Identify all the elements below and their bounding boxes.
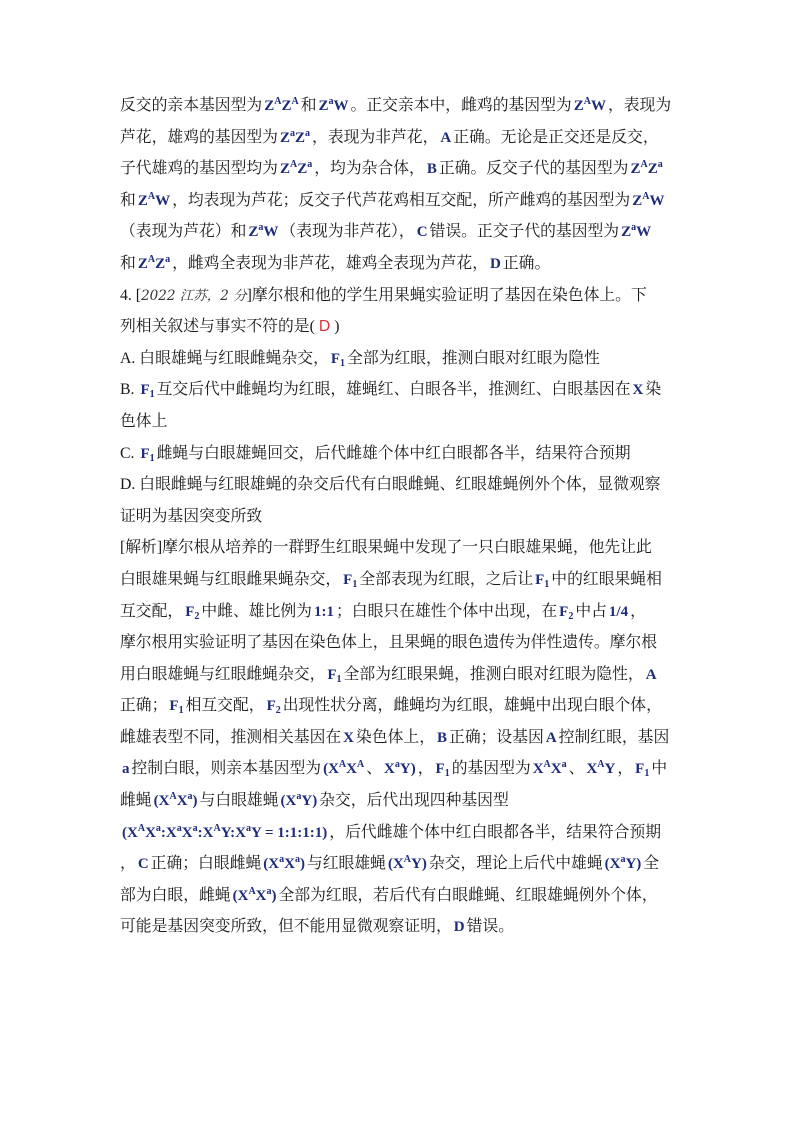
formula-text: W xyxy=(649,192,665,209)
formula xyxy=(122,822,328,841)
formula xyxy=(331,351,345,367)
formula-sup: a xyxy=(266,885,272,897)
formula-base: X xyxy=(532,761,544,778)
formula xyxy=(263,856,305,872)
formula-text: W xyxy=(636,224,652,241)
text-run: 全部为红眼，若后代有白眼雌蝇、红眼雄蝇例外个体， xyxy=(278,886,658,904)
formula-text: Y) xyxy=(625,856,642,873)
formula xyxy=(388,856,427,872)
formula-base: F xyxy=(559,603,569,620)
formula-sup: a xyxy=(290,127,295,139)
text-line xyxy=(120,659,720,691)
formula-sup: a xyxy=(176,822,182,834)
formula xyxy=(248,224,278,240)
text-line xyxy=(120,785,720,817)
formula xyxy=(140,382,155,401)
formula-sup: a xyxy=(307,159,313,171)
formula-sup: A xyxy=(169,791,177,803)
formula-sub: 2 xyxy=(275,705,281,717)
formula-sup: A xyxy=(213,822,221,834)
formula xyxy=(646,667,657,683)
formula-text: Y) xyxy=(301,793,318,810)
formula-sup: A xyxy=(291,96,299,107)
formula-text: X xyxy=(632,382,644,399)
formula xyxy=(323,761,364,777)
formula-base: X xyxy=(127,824,138,841)
formula-base: X xyxy=(586,761,598,778)
text-run: 和 xyxy=(120,254,136,272)
formula xyxy=(384,761,416,777)
formula-text: B xyxy=(437,729,448,746)
text-run: ， xyxy=(617,760,634,778)
formula-base: Z xyxy=(155,255,166,272)
formula-text: A xyxy=(545,729,557,746)
text-run: ， xyxy=(630,602,646,620)
formula-sup: A xyxy=(147,190,156,202)
text-run: （表现为非芦花）， xyxy=(280,223,415,241)
text-run: 正确。反交子代的基因型为 xyxy=(438,160,629,178)
text-run: 部为白眼，雌蝇 xyxy=(120,886,231,904)
formula-sup: A xyxy=(642,190,650,202)
text-run: 染 xyxy=(645,381,662,399)
formula xyxy=(122,761,130,777)
text-run: 正确；设基因 xyxy=(449,728,544,746)
formula xyxy=(533,761,567,777)
text-run: D. 白眼雌蝇与红眼雄蝇的杂交后代有白眼雌蝇、红眼雄蝇例外个体，显微观察 xyxy=(120,476,661,494)
text-run: ，后代雌雄个体中红白眼都各半，结果符合预期 xyxy=(329,823,662,841)
text-run: 中 xyxy=(651,760,668,778)
formula xyxy=(609,604,628,620)
formula-text: ( xyxy=(232,887,238,904)
text-line xyxy=(120,122,720,154)
formula-sub: 1 xyxy=(340,357,346,369)
text-run: 、 xyxy=(568,760,585,778)
formula-base: Z xyxy=(573,98,584,114)
text-run: 可能是基因突变所致，但不能用显微观察证明， xyxy=(120,918,452,936)
formula-sub: 2 xyxy=(568,610,574,622)
formula xyxy=(280,161,312,177)
text-run: 全部为红眼果蝇，推测白眼对红眼为隐性， xyxy=(343,665,644,683)
text-run: ，雌鸡全表现为非芦花，雄鸡全表现为芦花， xyxy=(172,254,489,272)
formula-sup: a xyxy=(394,759,400,771)
formula-text: ( xyxy=(280,793,286,810)
text-run: C. xyxy=(120,444,139,462)
text-run: 雌蝇 xyxy=(120,792,152,810)
formula-sub: 1 xyxy=(644,768,650,780)
text-run: 错误。 xyxy=(466,918,514,936)
text-line xyxy=(120,248,720,280)
formula-base: X xyxy=(392,856,404,873)
formula-base: X xyxy=(268,856,280,873)
text-line xyxy=(120,596,720,628)
formula-text: W xyxy=(263,224,279,241)
text-line xyxy=(120,469,720,501)
option-d xyxy=(120,469,720,532)
text-run: ， xyxy=(417,760,434,778)
formula xyxy=(169,698,184,717)
formula-base: X xyxy=(237,887,249,904)
formula-base: Z xyxy=(279,161,290,178)
formula-sup: a xyxy=(631,222,637,234)
formula-text: ( xyxy=(323,761,329,778)
formula xyxy=(632,190,665,209)
text-line xyxy=(120,880,720,912)
text-run: （表现为芦花）和 xyxy=(120,223,247,241)
formula-text: Y = 1:1:1:1) xyxy=(250,824,328,841)
formula-text: : xyxy=(197,824,203,841)
formula-base: F xyxy=(535,571,545,588)
formula-base: X xyxy=(346,761,357,778)
formula xyxy=(586,761,615,777)
formula-text: Y) xyxy=(411,856,427,873)
text-run: ，均表现为芦花；反交子代芦花鸡相互交配，所产雌鸡的基因型为 xyxy=(172,191,631,209)
formula-sup: a xyxy=(192,822,198,834)
formula xyxy=(621,224,651,240)
text-line xyxy=(120,185,720,217)
formula-sup: A xyxy=(248,885,256,897)
formula-base: Z xyxy=(295,129,306,146)
text-run: 子代雄鸡的基因型均为 xyxy=(120,160,278,178)
option-a xyxy=(120,343,720,375)
formula-base: F xyxy=(140,445,150,462)
formula xyxy=(437,730,447,746)
formula-sup: a xyxy=(258,222,264,234)
formula-sup: a xyxy=(294,854,300,866)
text-run: 全部表现为红眼，之后让 xyxy=(359,570,534,588)
text-line xyxy=(120,564,720,596)
text-line xyxy=(120,153,720,185)
text-line xyxy=(120,280,720,312)
text-run: 4. [ xyxy=(120,286,142,304)
formula-sup: a xyxy=(187,791,193,803)
formula-sup: a xyxy=(245,822,251,834)
text-run: 反交的亲本基因型为 xyxy=(120,97,263,114)
formula-text: A xyxy=(645,666,657,683)
text-run: ]摩尔根和他的学生用果蝇实验证明了基因在染色体上。下 xyxy=(246,286,647,304)
text-run: 染色体上， xyxy=(356,728,436,746)
formula-base: X xyxy=(176,793,188,810)
question-4 xyxy=(120,280,720,533)
formula-base: F xyxy=(343,571,353,588)
formula-text: W xyxy=(333,98,349,114)
text-run: 证明为基因突变所致 xyxy=(120,507,263,525)
text-run: 控制白眼，则亲本基因型为 xyxy=(131,760,322,778)
formula-base: F xyxy=(266,698,276,715)
text-line xyxy=(120,374,720,406)
formula-base: X xyxy=(235,824,246,841)
text-run: ) xyxy=(334,318,340,336)
formula-base: X xyxy=(550,761,562,778)
formula xyxy=(427,161,437,177)
formula xyxy=(605,856,642,872)
formula-sup: A xyxy=(583,96,591,107)
text-run: 出现性状分离，雌蝇均为红眼，雄蝇中出现白眼个体， xyxy=(282,697,662,715)
text-run: 列相关叙述与事实不符的是( xyxy=(120,318,315,336)
formula xyxy=(559,604,573,620)
formula-sup: A xyxy=(597,759,605,771)
text-run: ，表现为 xyxy=(607,97,672,114)
formula-text: a xyxy=(122,761,130,778)
formula-text: W xyxy=(590,98,606,114)
formula xyxy=(319,98,349,114)
text-run: 、 xyxy=(366,760,383,778)
text-line xyxy=(120,438,720,470)
text-run: 摩尔根用实验证明了基因在染色体上，且果蝇的眼色遗传为伴性遗传。摩尔根 xyxy=(120,634,658,652)
text-run: ；白眼只在雄性个体中出现，在 xyxy=(335,602,558,620)
formula xyxy=(154,793,198,809)
formula xyxy=(440,130,451,146)
text-run: B. xyxy=(120,381,139,399)
formula-sup: a xyxy=(561,759,567,771)
formula-text: C xyxy=(137,856,149,873)
formula-text: ) xyxy=(299,856,305,873)
text-line xyxy=(120,532,720,564)
formula-text: Y: xyxy=(220,824,236,841)
formula xyxy=(137,190,171,209)
formula-sub: 1 xyxy=(544,578,550,590)
formula-base: X xyxy=(284,856,295,873)
formula-sub: 1 xyxy=(352,578,358,590)
formula-text: D xyxy=(453,919,465,936)
formula-sup: A xyxy=(403,854,412,866)
text-line xyxy=(120,817,720,849)
formula xyxy=(574,98,606,114)
formula-text: 1:1 xyxy=(313,603,334,620)
text-run: 控制红眼，基因 xyxy=(558,728,670,746)
text-run: 与红眼雄蝇 xyxy=(306,855,386,873)
formula-base: F xyxy=(327,666,337,683)
formula-sub: 1 xyxy=(149,452,155,464)
formula xyxy=(314,604,334,620)
option-b xyxy=(120,374,720,437)
formula-sup: A xyxy=(137,822,146,834)
formula-base: Z xyxy=(248,224,259,241)
text-line xyxy=(120,343,720,375)
formula xyxy=(137,253,171,272)
formula-sup: A xyxy=(543,759,551,771)
formula-text: ( xyxy=(387,856,393,873)
text-line xyxy=(120,311,720,343)
formula-text: ) xyxy=(192,793,198,810)
formula-sup: a xyxy=(620,854,626,866)
formula-base: X xyxy=(328,761,339,778)
text-run: 错误。正交子代的基因型为 xyxy=(429,223,620,241)
formula-sup: a xyxy=(279,854,285,866)
text-run: 中占 xyxy=(575,602,607,620)
text-run: 雌雄表型不同，推测相关基因在 xyxy=(120,728,342,746)
text-run: 和 xyxy=(300,97,317,114)
text-run: 雌蝇与白眼雄蝇回交，后代雌雄个体中红白眼都各半，结果符合预期 xyxy=(156,444,631,462)
formula-sup: A xyxy=(274,96,282,107)
formula-sup: A xyxy=(290,159,298,171)
formula xyxy=(185,604,199,620)
previous-solution xyxy=(120,90,720,280)
text-line xyxy=(120,90,720,122)
formula-base: Z xyxy=(137,255,148,272)
formula-base: Z xyxy=(630,161,641,178)
formula-base: F xyxy=(169,698,179,715)
formula-text: D xyxy=(490,255,501,272)
option-c xyxy=(120,438,720,470)
formula xyxy=(264,98,299,114)
text-line xyxy=(120,722,720,754)
formula xyxy=(232,885,277,904)
formula xyxy=(343,572,357,588)
formula-base: Z xyxy=(281,98,292,114)
text-run: 的基因型为 xyxy=(451,760,531,778)
formula xyxy=(635,761,650,780)
formula-sup: a xyxy=(305,127,311,139)
formula-text: C xyxy=(416,224,428,241)
formula-sub: 2 xyxy=(194,610,200,622)
formula-sup: a xyxy=(657,159,663,171)
text-run: 杂交，后代出现四种基因型 xyxy=(319,792,509,810)
text-run: ， xyxy=(120,855,136,873)
text-line xyxy=(120,848,720,880)
formula xyxy=(490,256,501,272)
text-run: 芦花，雄鸡的基因型为 xyxy=(120,128,278,146)
text-line xyxy=(120,627,720,659)
text-line xyxy=(120,753,720,785)
formula-base: X xyxy=(158,793,170,810)
formula-base: Z xyxy=(297,161,308,178)
text-run: 正确； xyxy=(120,697,168,715)
formula xyxy=(633,382,644,398)
formula-base: X xyxy=(609,856,621,873)
formula xyxy=(266,698,281,717)
formula xyxy=(535,572,549,588)
formula xyxy=(417,224,428,240)
formula-base: Z xyxy=(632,192,643,209)
formula-sup: a xyxy=(155,822,161,834)
formula-text: ( xyxy=(263,856,269,873)
page-content xyxy=(120,90,720,943)
formula-sup: a xyxy=(165,253,171,265)
source-tag: 2022 江苏，2 分 xyxy=(141,287,247,304)
text-run: ，表现为非芦花， xyxy=(312,128,439,146)
formula-base: Z xyxy=(137,192,148,209)
formula-sub: 1 xyxy=(178,705,184,717)
text-run: 杂交，理论上后代中雄蝇 xyxy=(428,855,603,873)
formula-text: 1/4 xyxy=(608,603,629,620)
text-run: 色体上 xyxy=(120,412,168,430)
text-run: 正确。 xyxy=(502,254,551,272)
formula-sup: a xyxy=(328,96,334,107)
text-run: ，均为杂合体， xyxy=(314,160,425,178)
formula-sup: A xyxy=(338,759,347,771)
formula-text: Y) xyxy=(399,761,416,778)
formula-text: ( xyxy=(153,793,159,810)
formula-base: Z xyxy=(264,98,275,114)
formula-text: X xyxy=(343,729,355,746)
question-stem xyxy=(120,280,720,343)
text-run: 。正交亲本中，雌鸡的基因型为 xyxy=(350,97,572,114)
formula-base: X xyxy=(181,824,193,841)
formula-sub: 1 xyxy=(149,389,155,401)
formula-base: F xyxy=(185,603,195,620)
text-run: 中的红眼果蝇相 xyxy=(551,570,662,588)
text-line xyxy=(120,216,720,248)
text-run: 全部为红眼，推测白眼对红眼为隐性 xyxy=(347,349,600,367)
answer-key: D xyxy=(318,318,331,336)
formula xyxy=(327,667,341,683)
formula xyxy=(281,793,318,809)
formula-base: X xyxy=(202,824,214,841)
formula xyxy=(138,856,149,872)
text-line xyxy=(120,911,720,943)
formula-base: X xyxy=(285,793,297,810)
formula-text: ( xyxy=(604,856,610,873)
formula-base: F xyxy=(435,761,445,778)
formula-text: A xyxy=(440,129,452,146)
formula-base: Z xyxy=(318,98,329,114)
formula-base: X xyxy=(145,824,156,841)
formula-sup: A xyxy=(147,253,156,265)
text-run: 互交后代中雌蝇均为红眼，雄蝇红、白眼各半，推测红、白眼基因在 xyxy=(156,381,631,399)
formula-base: F xyxy=(635,761,645,778)
analysis xyxy=(120,532,720,943)
formula-base: F xyxy=(330,350,341,367)
formula xyxy=(435,761,450,780)
formula-base: F xyxy=(140,382,150,399)
text-run: 用白眼雄蝇与红眼雌蝇杂交， xyxy=(120,665,326,683)
text-run: 互交配， xyxy=(120,602,184,620)
formula xyxy=(343,730,354,746)
text-run: 相互交配， xyxy=(185,697,265,715)
text-line xyxy=(120,690,720,722)
text-run: 白眼雄果蝇与红眼雌果蝇杂交， xyxy=(120,570,342,588)
formula-base: X xyxy=(384,761,395,778)
formula xyxy=(546,730,557,746)
text-run: 和 xyxy=(120,191,136,209)
formula-text: : xyxy=(160,824,166,841)
text-run: 正确；白眼雌蝇 xyxy=(150,855,262,873)
text-line xyxy=(120,406,720,438)
formula-base: Z xyxy=(621,224,632,241)
formula-base: X xyxy=(165,824,177,841)
formula-sup: A xyxy=(640,159,648,171)
formula xyxy=(630,161,662,177)
text-run: 中雌、雄比例为 xyxy=(201,602,312,620)
text-line xyxy=(120,501,720,533)
formula-text: ) xyxy=(271,887,277,904)
formula xyxy=(279,127,311,146)
formula-sub: 1 xyxy=(336,673,342,685)
formula xyxy=(454,919,465,935)
formula xyxy=(140,446,154,462)
formula-sup: A xyxy=(357,759,365,771)
text-run: [解析]摩尔根从培养的一群野生红眼果蝇中发现了一只白眼雄果蝇，他先让此 xyxy=(120,539,652,557)
formula-text: W xyxy=(155,192,171,209)
formula-text: ( xyxy=(122,824,127,841)
text-run: A. 白眼雄蝇与红眼雌蝇杂交， xyxy=(120,349,329,367)
text-run: 与白眼雄蝇 xyxy=(199,792,279,810)
formula-text: Y xyxy=(604,761,616,778)
formula-sub: 1 xyxy=(444,768,450,780)
text-run: 正确。无论是正交还是反交， xyxy=(453,128,659,146)
text-run: 全 xyxy=(643,855,660,873)
formula-base: X xyxy=(255,887,267,904)
formula-base: Z xyxy=(647,161,658,178)
formula-text: B xyxy=(426,161,437,178)
formula-sup: a xyxy=(296,791,302,803)
formula-base: Z xyxy=(279,129,290,146)
